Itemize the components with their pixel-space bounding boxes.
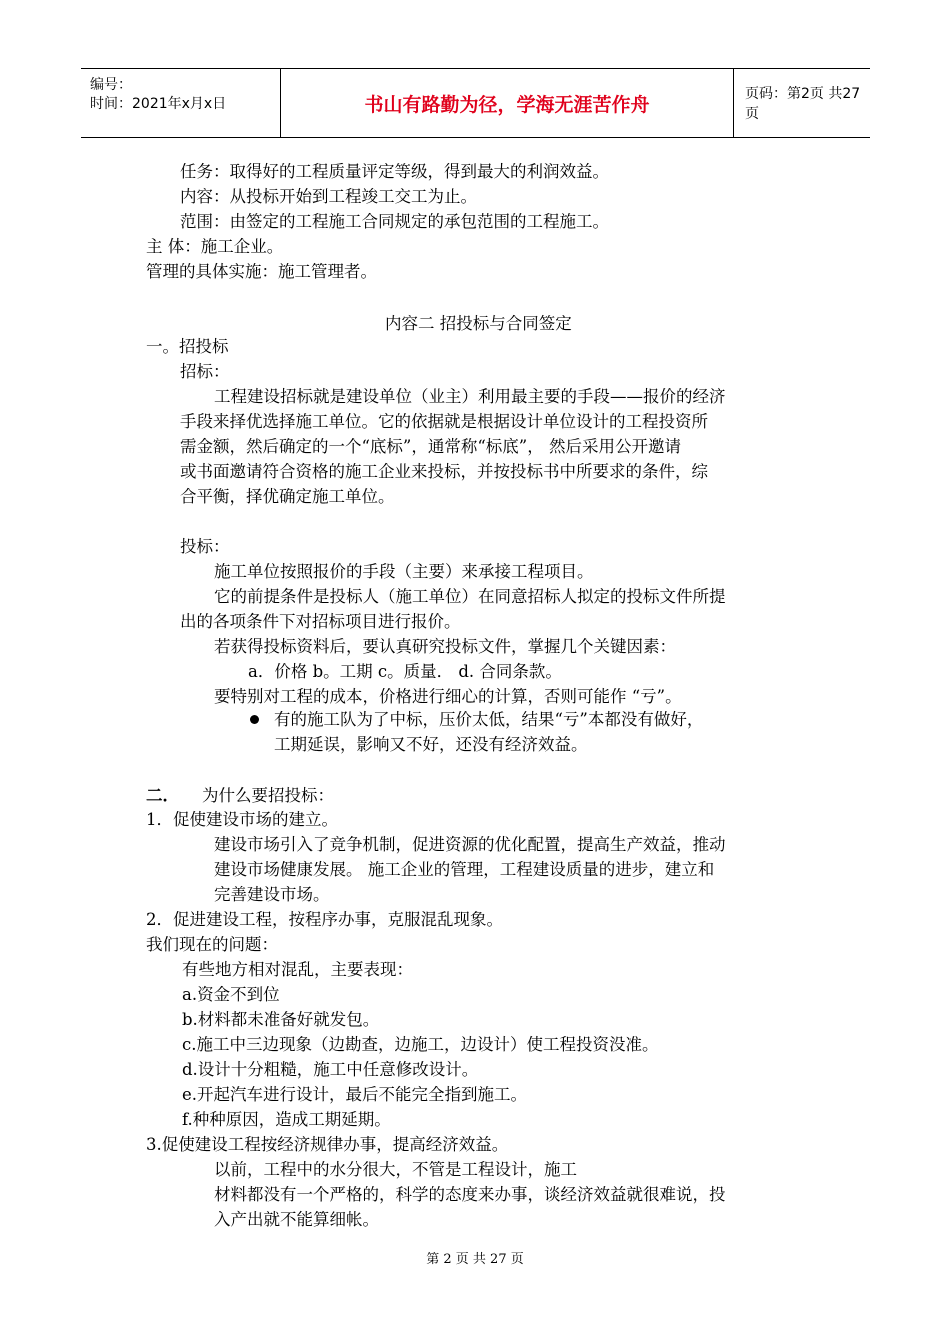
text-line: 2．促进建设工程，按程序办事，克服混乱现象。 [146,910,503,929]
header-page-info: 页码：第2页 共27页 [745,86,861,122]
text-line: 它的前提条件是投标人（施工单位）在同意招标人拟定的投标文件所提 [214,587,726,606]
text-line: 我们现在的问题： [146,935,278,954]
doc-number-label: 编号： [90,77,132,93]
text-line: 以前，工程中的水分很大，不管是工程设计，施工 [214,1160,577,1179]
text-line: 1．促使建设市场的建立。 [146,810,338,829]
text-line: 管理的具体实施：施工管理者。 [146,262,377,281]
list-item: f.种种原因，造成工期延期。 [182,1110,391,1129]
list-item: e.开起汽车进行设计，最后不能完全指到施工。 [182,1085,528,1104]
text-line: 若获得投标资料后，要认真研究投标文件，掌握几个关键因素： [214,637,676,656]
text-line: 或书面邀请符合资格的施工企业来投标，并按投标书中所要求的条件，综 [180,462,708,481]
text-line: 建设市场健康发展。 施工企业的管理，工程建设质量的进步，建立和 [214,860,715,879]
list-item: b.材料都未准备好就发包。 [182,1010,380,1029]
text-line: 内容：从投标开始到工程竣工交工为止。 [180,187,477,206]
subheading: 招标： [180,362,230,381]
text-line: 合平衡，择优确定施工单位。 [180,487,395,506]
text-line: 手段来择优选择施工单位。它的依据就是根据设计单位设计的工程投资所 [180,412,708,431]
bullet-text: 有的施工队为了中标，压价太低，结果“亏”本都没有做好， [274,710,704,729]
bullet-icon [250,715,259,724]
factor-list: a．价格 b。工期 c。质量． d. 合同条款。 [248,662,562,681]
text-line: 有些地方相对混乱，主要表现： [182,960,413,979]
list-item: a.资金不到位 [182,985,280,1004]
section-heading: 为什么要招投标： [202,786,334,805]
page-footer: 第 2 页 共 27 页 [426,1252,524,1267]
page-header [81,68,870,138]
text-line: 需金额，然后确定的一个“底标”，通常称“标底”， 然后采用公开邀请 [180,437,681,456]
text-line: 施工单位按照报价的手段（主要）来承接工程项目。 [214,562,594,581]
text-line: 入产出就不能算细帐。 [214,1210,379,1229]
text-line: 3.促使建设工程按经济规律办事，提高经济效益。 [146,1135,509,1154]
text-line: 要特别对工程的成本，价格进行细心的计算，否则可能作 “亏”。 [214,687,682,706]
header-left-cell [81,69,280,137]
text-line: 范围：由签定的工程施工合同规定的承包范围的工程施工。 [180,212,609,231]
section-title: 内容二 招投标与合同签定 [385,314,572,333]
doc-time-label: 时间：2021年x月x日 [90,96,227,112]
text-line: 建设市场引入了竞争机制，促进资源的优化配置，提高生产效益，推动 [214,835,726,854]
bullet-text: 工期延误，影响又不好，还没有经济效益。 [274,735,588,754]
header-motto: 书山有路勤为径，学海无涯苦作舟 [280,69,734,137]
text-line: 主 体：施工企业。 [146,237,284,256]
section-number: 二． [146,786,179,805]
subheading: 投标： [180,537,230,556]
text-line: 材料都没有一个严格的，科学的态度来办事，谈经济效益就很难说，投 [214,1185,726,1204]
text-line: 工程建设招标就是建设单位（业主）利用最主要的手段——报价的经济 [214,387,726,406]
text-line: 完善建设市场。 [214,885,330,904]
list-item: c.施工中三边现象（边勘查，边施工，边设计）使工程投资没准。 [182,1035,659,1054]
list-item: d.设计十分粗糙，施工中任意修改设计。 [182,1060,479,1079]
text-line: 任务：取得好的工程质量评定等级，得到最大的利润效益。 [180,162,609,181]
section-heading: 一。招投标 [146,337,229,356]
text-line: 出的各项条件下对招标项目进行报价。 [180,612,461,631]
